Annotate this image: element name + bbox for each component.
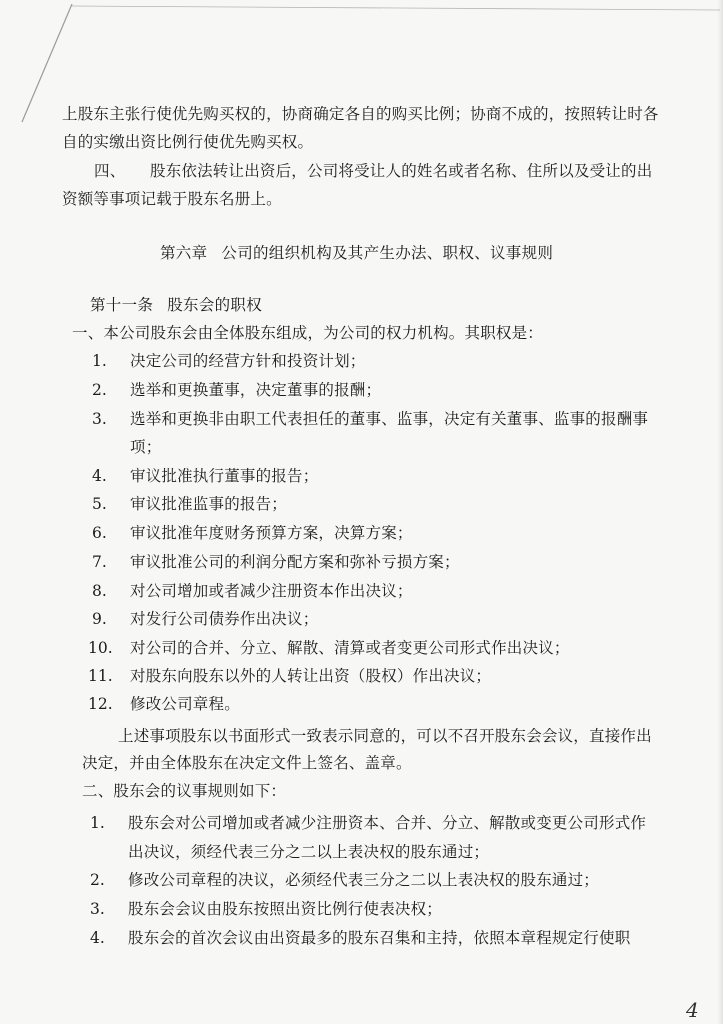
list-item-text: 审议批准年度财务预算方案，决算方案； — [130, 524, 413, 542]
list-item-number: 2. — [92, 381, 107, 399]
list-item-text: 选举和更换非由职工代表担任的董事、监事，决定有关董事、监事的报酬事 — [130, 410, 649, 428]
chapter-heading — [160, 243, 553, 263]
list-item-text: 审议批准监事的报告； — [130, 495, 288, 513]
list-item-text: 股东会对公司增加或者减少注册资本、合并、分立、解散或变更公司形式作 — [128, 814, 647, 832]
list-item-number: 10. — [88, 639, 113, 657]
list-item-number: 6. — [92, 524, 107, 542]
list-item-number: 4. — [90, 929, 105, 947]
list-item-number: 2. — [90, 871, 105, 889]
list-item-number: 5. — [92, 495, 107, 513]
list-item-text: 股东会的首次会议由出资最多的股东召集和主持，依照本章程规定行使职 — [128, 929, 631, 947]
list-item-number: 12. — [88, 695, 113, 713]
list-item-number: 1. — [92, 352, 107, 370]
list-item-number: 3. — [90, 900, 105, 918]
paragraph-line: 股东依法转让出资后，公司将受让人的姓名或者名称、住所以及受让的出 — [150, 162, 653, 180]
article-number: 第十一条 — [90, 296, 154, 314]
list-item-number: 3. — [92, 410, 107, 428]
list-item-text: 对发行公司债券作出决议； — [130, 610, 319, 628]
list-item-number: 9. — [92, 610, 107, 628]
paragraph-line: 上股东主张行使优先购买权的，协商确定各自的购买比例；协商不成的，按照转让时各 — [62, 105, 659, 123]
list-item-text: 对公司的合并、分立、解散、清算或者变更公司形式作出决议； — [130, 639, 570, 657]
note-paragraph: 上述事项股东以书面形式一致表示同意的，可以不召开股东会会议，直接作出 — [118, 727, 652, 745]
list-item-text: 对公司增加或者减少注册资本作出决议； — [130, 582, 413, 600]
list-item-number: 8. — [92, 582, 107, 600]
clause-label: 四、 — [94, 162, 126, 180]
paragraph-line: 自的实缴出资比例行使优先购买权。 — [62, 133, 314, 151]
section-intro: 二、股东会的议事规则如下： — [82, 782, 287, 800]
chapter-number: 第六章 — [160, 244, 208, 262]
list-item-text: 修改公司章程的决议，必须经代表三分之二以上表决权的股东通过； — [128, 871, 600, 889]
list-item-number: 7. — [92, 553, 107, 571]
chapter-title: 公司的组织机构及其产生办法、职权、议事规则 — [221, 244, 554, 262]
list-item-text: 股东会会议由股东按照出资比例行使表决权； — [128, 900, 443, 918]
section-intro: 一、本公司股东会由全体股东组成，为公司的权力机构。其职权是： — [72, 324, 544, 342]
list-item-continuation: 出决议，须经代表三分之二以上表决权的股东通过； — [128, 843, 490, 861]
list-item-text: 审议批准执行董事的报告； — [130, 467, 319, 485]
list-item-text: 决定公司的经营方针和投资计划； — [130, 352, 366, 370]
article-title: 股东会的职权 — [167, 296, 263, 314]
list-item-text: 选举和更换董事，决定董事的报酬； — [130, 381, 382, 399]
paragraph-line: 资额等事项记载于股东名册上。 — [62, 190, 282, 208]
page-number: 4 — [686, 998, 699, 1022]
note-paragraph: 决定，并由全体股东在决定文件上签名、盖章。 — [82, 754, 412, 772]
list-item-text: 审议批准公司的利润分配方案和弥补亏损方案； — [130, 553, 460, 571]
list-item-text: 对股东向股东以外的人转让出资（股权）作出决议； — [130, 667, 492, 685]
list-item-number: 4. — [92, 467, 107, 485]
scan-edge-shadow — [717, 0, 723, 1024]
list-item-number: 11. — [88, 667, 113, 685]
list-item-number: 1. — [90, 814, 105, 832]
list-item-continuation: 项； — [130, 438, 162, 456]
article-heading — [90, 295, 262, 315]
list-item-text: 修改公司章程。 — [130, 695, 240, 713]
